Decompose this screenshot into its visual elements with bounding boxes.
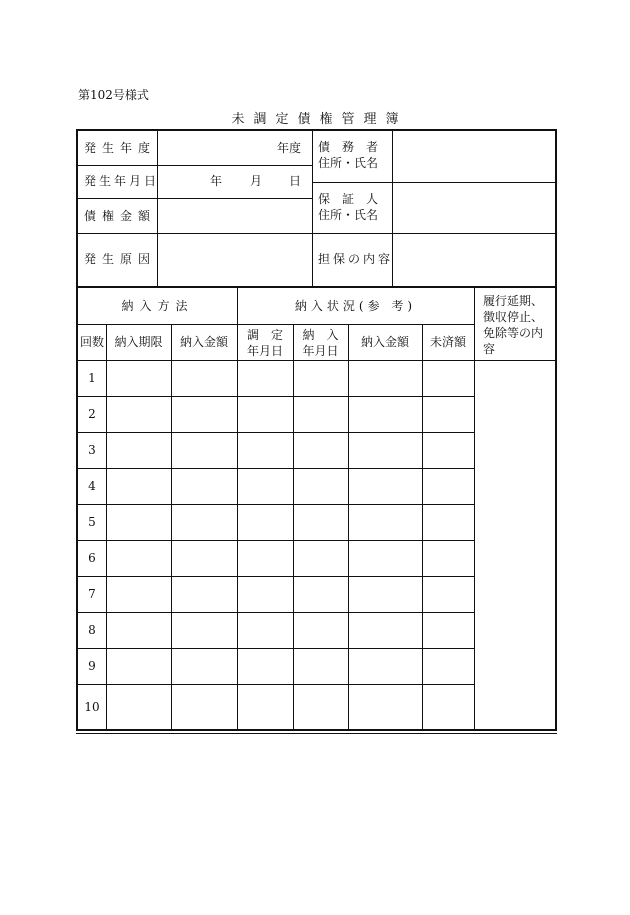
row-number: 8 xyxy=(88,623,96,637)
row-number: 4 xyxy=(88,479,96,493)
debtor-label-line1: 債 務 者 xyxy=(318,140,379,154)
grid-line xyxy=(78,165,312,166)
collateral-label: 担保の内容 xyxy=(318,252,394,266)
payment-method-header: 納入方法 xyxy=(121,299,194,313)
payment-status-header: 納入状況(参 考) xyxy=(294,299,417,313)
column-count: 回数 xyxy=(79,335,104,349)
grid-line xyxy=(78,198,312,199)
grid-line xyxy=(312,182,557,183)
grid-line xyxy=(78,396,474,397)
occurrence-date-day: 日 xyxy=(289,174,302,188)
form-title: 未調定債権管理簿 xyxy=(231,112,408,127)
occurrence-date-label: 発生年月日 xyxy=(84,174,160,188)
grid-line xyxy=(78,233,312,234)
column-unpaid: 未済額 xyxy=(429,335,466,349)
grid-line xyxy=(106,324,107,731)
column-paid-date-line2: 年月日 xyxy=(302,344,339,358)
remarks-header-line3: 免除等の内 xyxy=(483,326,544,340)
row-number: 9 xyxy=(88,659,96,673)
grid-line xyxy=(78,612,474,613)
column-paid-date-line1: 納 入 xyxy=(302,328,339,342)
column-assessment-line2: 年月日 xyxy=(246,344,283,358)
grid-line xyxy=(422,324,423,731)
ledger-form xyxy=(76,129,557,731)
row-number: 7 xyxy=(88,587,96,601)
grid-line xyxy=(78,648,474,649)
occurrence-year-unit: 年度 xyxy=(277,141,302,155)
grid-line xyxy=(78,360,557,361)
grid-line xyxy=(293,324,294,731)
form-bottom-rule xyxy=(76,733,557,734)
row-number: 5 xyxy=(88,515,96,529)
grid-line xyxy=(78,540,474,541)
remarks-header-line4: 容 xyxy=(483,342,496,356)
debtor-label-line2: 住所・氏名 xyxy=(318,156,379,170)
row-number: 10 xyxy=(84,700,100,714)
occurrence-date-year: 年 xyxy=(210,174,223,188)
grid-line xyxy=(78,324,474,325)
grid-line xyxy=(78,684,474,685)
claim-amount-label: 債権金額 xyxy=(84,209,157,223)
occurrence-year-label: 発生年度 xyxy=(84,141,157,155)
form-number: 第102号様式 xyxy=(78,88,149,102)
column-assessment-line1: 調 定 xyxy=(246,328,283,342)
cause-label: 発生原因 xyxy=(84,252,157,266)
column-amount: 納入金額 xyxy=(179,335,228,349)
row-number: 6 xyxy=(88,551,96,565)
grid-line xyxy=(78,432,474,433)
grid-line xyxy=(312,131,313,286)
grid-line xyxy=(78,576,474,577)
column-paid-amount: 納入金額 xyxy=(360,335,409,349)
guarantor-label-line1: 保 証 人 xyxy=(318,192,379,206)
row-number: 2 xyxy=(88,407,96,421)
grid-line xyxy=(312,233,557,234)
grid-line xyxy=(157,131,158,286)
row-number: 1 xyxy=(88,371,96,385)
grid-line xyxy=(474,288,475,731)
grid-line xyxy=(348,324,349,731)
remarks-header-line2: 徴収停止、 xyxy=(483,310,544,324)
occurrence-date-month: 月 xyxy=(250,174,263,188)
grid-line xyxy=(78,504,474,505)
grid-line xyxy=(78,468,474,469)
remarks-header-line1: 履行延期、 xyxy=(483,294,544,308)
row-number: 3 xyxy=(88,443,96,457)
column-due-date: 納入期限 xyxy=(114,335,163,349)
section-divider xyxy=(78,286,557,288)
guarantor-label-line2: 住所・氏名 xyxy=(318,208,379,222)
grid-line xyxy=(171,324,172,731)
